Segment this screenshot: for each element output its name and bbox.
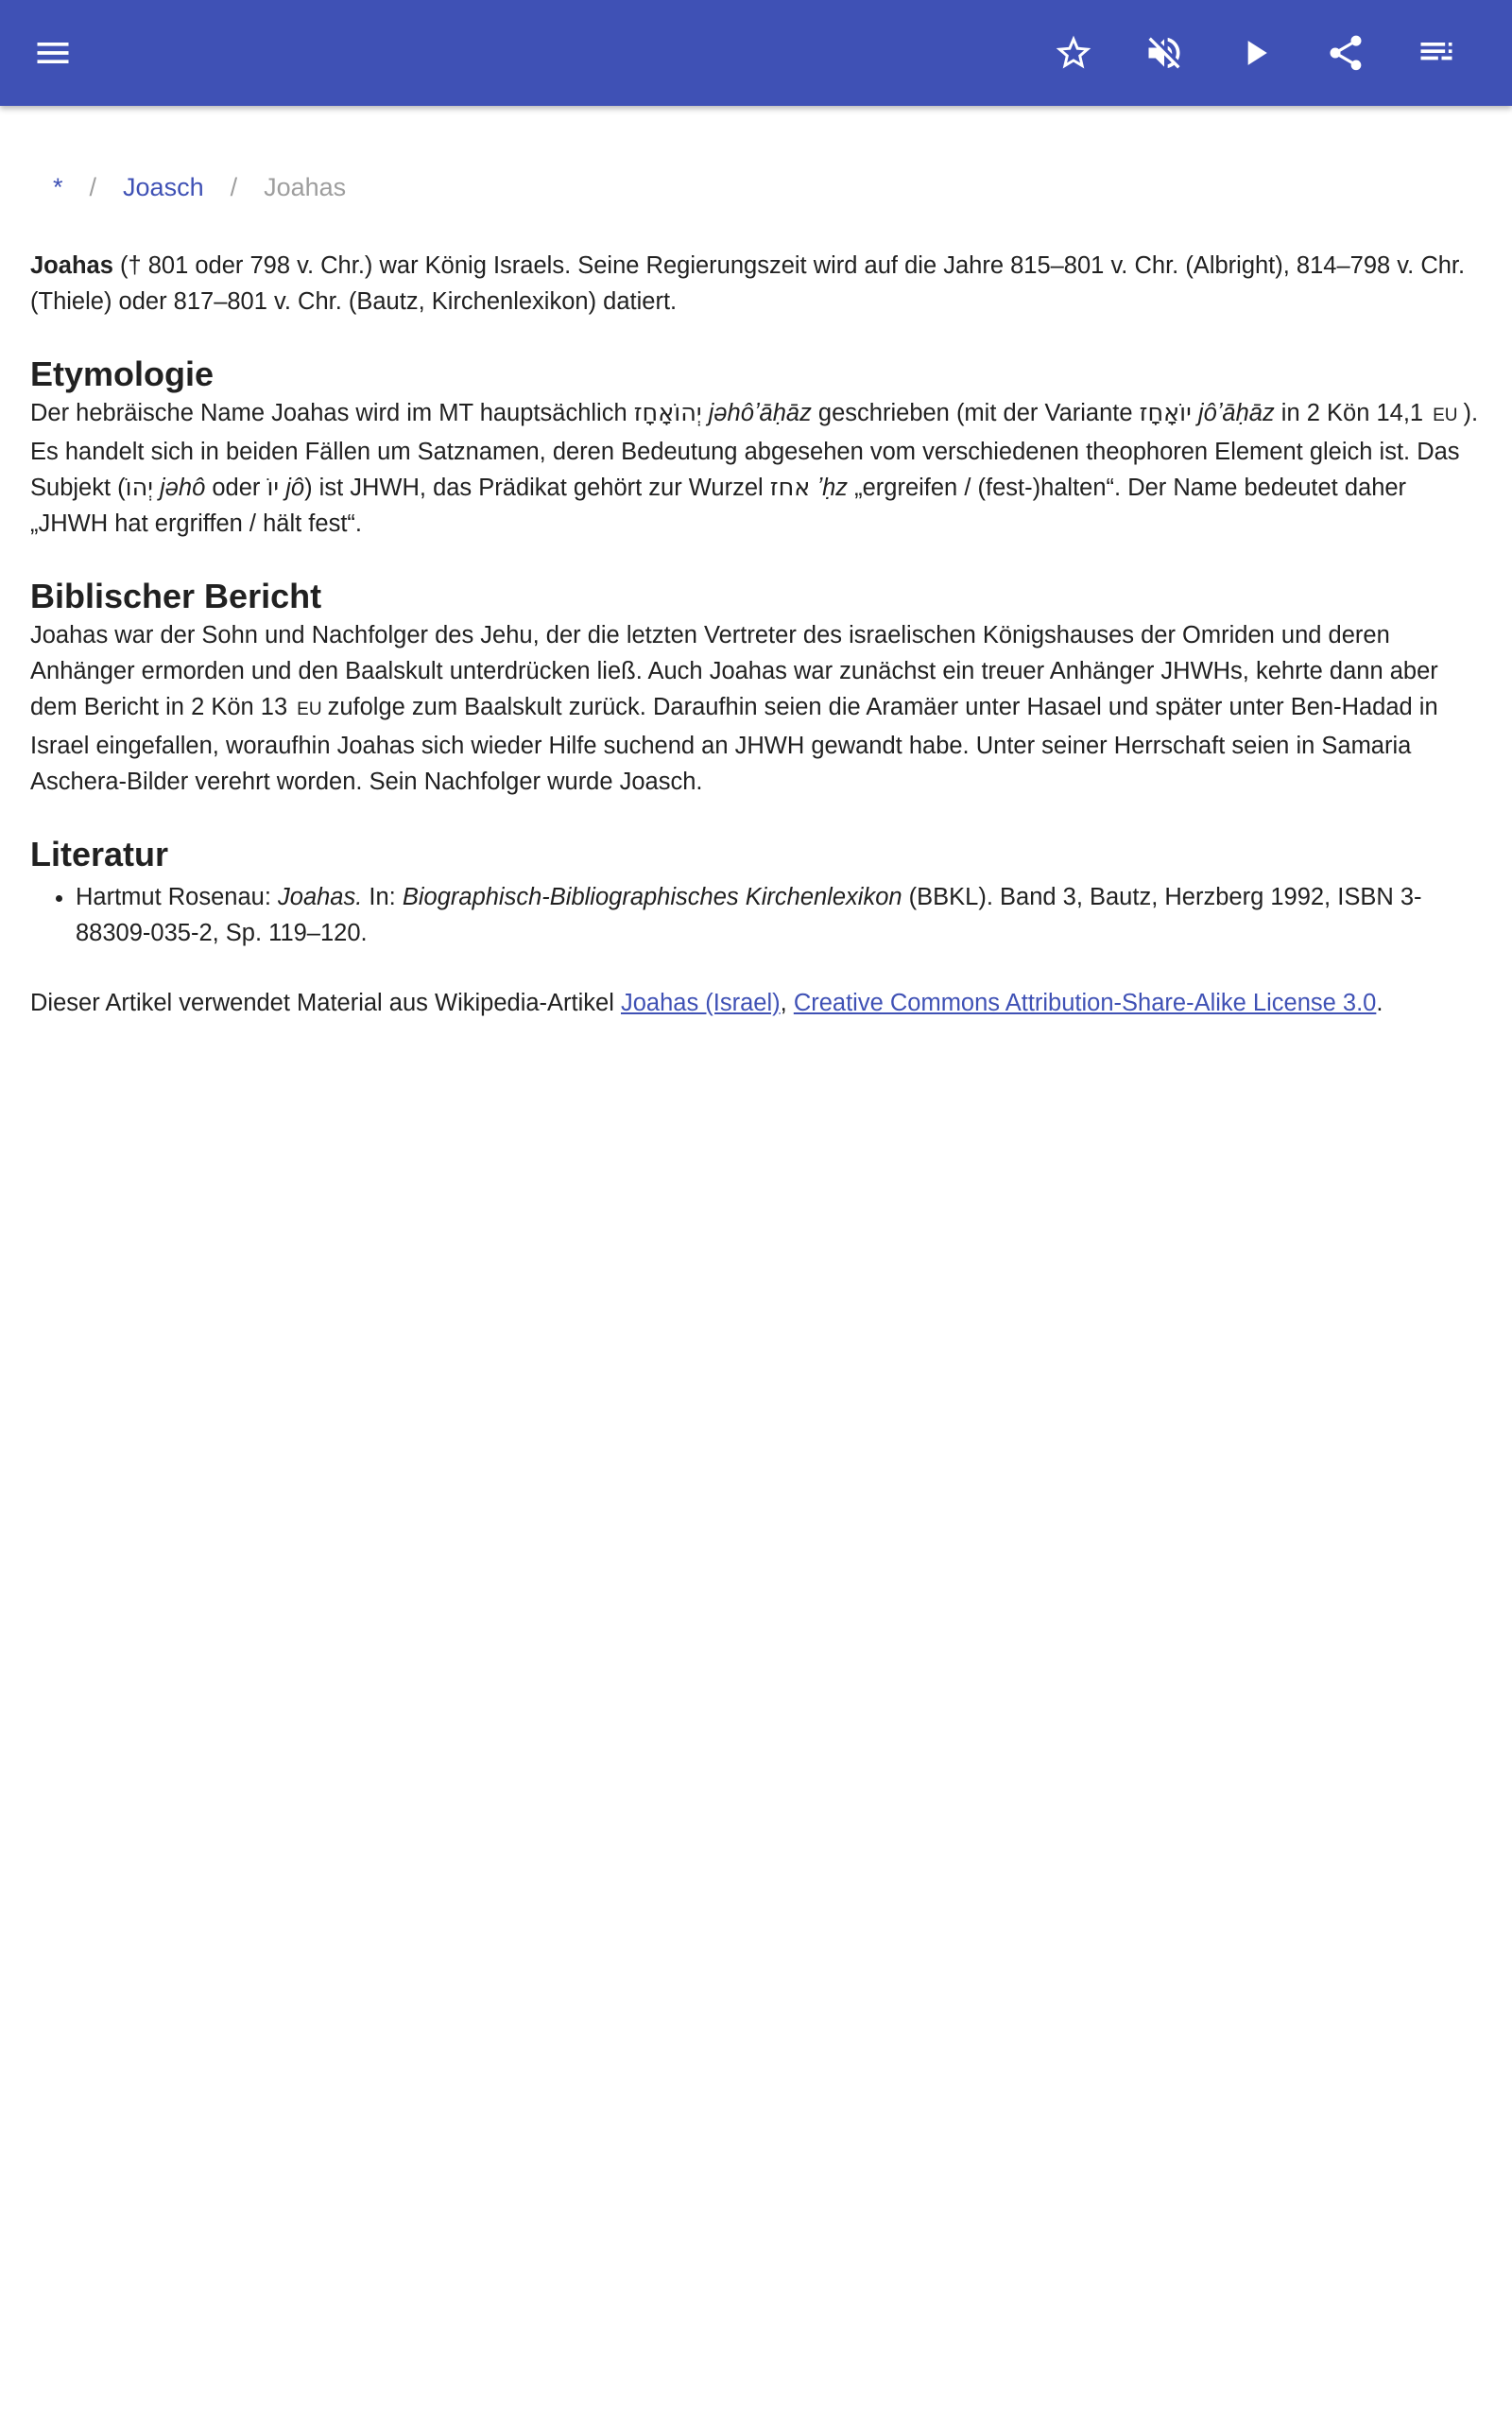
license-link[interactable]: Creative Commons Attribution-Share-Alike License 3.0 [793,990,1377,1016]
text: ). Es handelt sich in beiden Fällen um Satznamen, deren Bedeutung abgesehen vom verschiedenen theophoren Element gleich ist. Das Subjekt ( [30,400,1479,501]
heading-etymologie: Etymologie [30,354,215,393]
text: In: [362,884,403,910]
hebrew-word: יְהוֹ [125,474,153,502]
text: . [1376,990,1383,1016]
text: Joahas. [278,884,363,910]
volume-off-icon [1143,32,1185,74]
transliteration: jô [285,475,305,501]
text: Biographisch-Bibliographisches Kirchenlexikon [402,884,902,910]
article-name: Joahas [30,252,113,279]
favorite-button[interactable] [1043,23,1104,83]
play-button[interactable] [1225,23,1285,83]
text: ) ist JHWH, das Prädikat gehört zur Wurzel [304,475,770,501]
text: zufolge zum Baalskult zurück. Daraufhin seien die Aramäer unter Hasael und später unter Ben-Hadad in Israel eingefallen, woraufhin Joahas sich wieder Hilfe suchend an JHWH gewandt habe. Unter seiner Herrschaft seien in Samaria Aschera-Bilder verehrt worden. Sein Nachfolger wurde Joasch. [30,694,1438,795]
breadcrumb [30,161,1482,214]
app-bar [0,0,1512,106]
intro-paragraph [30,248,1482,320]
text: , [780,990,794,1016]
transliteration: jôʼāḥāz [1197,400,1275,426]
text: oder [205,475,267,501]
article [30,161,1482,1021]
share-button[interactable] [1315,23,1376,83]
literature-list [30,879,1482,951]
heading-literatur: Literatur [30,835,169,873]
transliteration: jəhô [160,475,206,501]
list-item [76,879,1482,951]
etymologie-paragraph [30,395,1482,542]
text: geschrieben (mit der Variante [811,400,1140,426]
breadcrumb-current: Joahas [264,172,347,201]
breadcrumb-separator: / [230,172,238,201]
eu-bible-link[interactable]: EU [297,700,322,719]
text: Joahas war der Sohn und Nachfolger des Jehu, der die letzten Vertreter des israelischen Königshauses der Omriden und deren Anhänger ermorden und den Baalskult unterdrücken ließ. Auch Joahas war zunächst ein treuer Anhänger JHWHs, kehrte dann aber dem Bericht in 2 Kön 13 [30,622,1438,720]
text: in 2 Kön 14,1 [1274,400,1424,426]
play-icon [1234,32,1276,74]
text: Hartmut Rosenau: [76,884,279,910]
hebrew-word: יוֹאָחָז [1139,399,1192,427]
breadcrumb-home[interactable]: * [53,172,63,201]
bericht-paragraph [30,617,1482,800]
source-notice [30,985,1482,1021]
menu-icon [32,32,74,74]
text: Dieser Artikel verwendet Material aus Wikipedia-Artikel [30,990,621,1016]
hebrew-word: אחז [769,474,811,502]
heading-biblischer-bericht: Biblischer Bericht [30,577,322,615]
hebrew-word: יוֹ [266,474,280,502]
share-icon [1325,32,1366,74]
wikipedia-article-link[interactable]: Joahas (Israel) [620,990,781,1016]
hebrew-word: יְהוֹאָחָז [633,399,702,427]
intro-text: († 801 oder 798 v. Chr.) war König Israels. Seine Regierungszeit wird auf die Jahre 815–801 v. Chr. (Albright), 814–798 v. Chr. (Thiele) oder 817–801 v. Chr. (Bautz, Kirchenlexikon) datiert. [30,252,1466,315]
mute-button[interactable] [1134,23,1194,83]
text: „ergreifen / (fest-)halten“. Der Name bedeutet daher „JHWH hat ergriffen / hält fest“. [30,475,1407,537]
star-icon [1053,32,1094,74]
eu-bible-link[interactable]: EU [1433,406,1458,425]
breadcrumb-separator: / [89,172,97,201]
playlist-icon [1416,32,1457,74]
menu-button[interactable] [23,23,83,83]
transliteration: ʼḥz [816,475,849,501]
breadcrumb-parent[interactable]: Joasch [123,172,204,201]
text: (BBKL). Band 3, Bautz, Herzberg 1992, ISBN 3-88309-035-2, Sp. 119–120. [76,884,1422,946]
text: Der hebräische Name Joahas wird im MT hauptsächlich [30,400,634,426]
contents-button[interactable] [1406,23,1467,83]
transliteration: jəhôʼāḥāz [708,400,812,426]
